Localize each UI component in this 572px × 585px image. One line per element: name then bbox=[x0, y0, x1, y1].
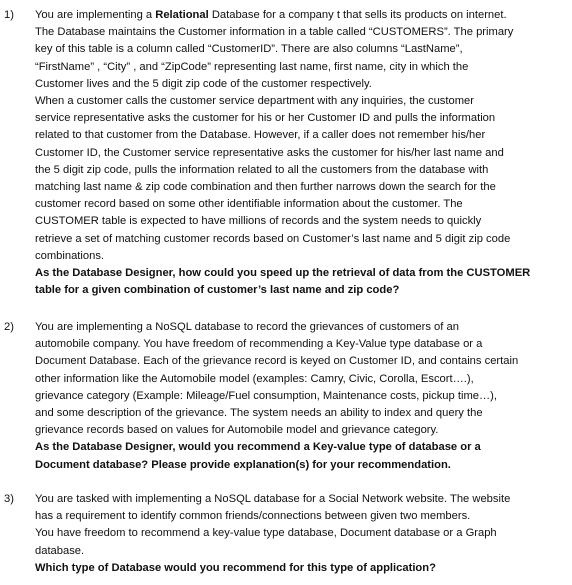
text-line bbox=[35, 213, 565, 230]
text-segment: You have freedom to recommend a key-value type database, Document database or a Graph bbox=[35, 527, 497, 540]
question-number: 1) bbox=[4, 9, 14, 21]
text-line bbox=[35, 282, 565, 299]
text-line bbox=[35, 353, 565, 370]
text-segment: grievance records based on values for Automobile model and grievance category. bbox=[35, 424, 439, 437]
text-segment: Document Database. Each of the grievance record is keyed on Customer ID, and contains certain bbox=[35, 355, 519, 368]
text-line bbox=[35, 405, 565, 422]
text-segment: Customer ID, the Customer service representative asks the customer for his/her last name and bbox=[35, 146, 504, 159]
text-line bbox=[35, 41, 565, 58]
text-line bbox=[35, 371, 565, 388]
text-segment: key of this table is a column called “CustomerID”. There are also columns “LastName”, bbox=[35, 43, 463, 56]
text-line bbox=[35, 7, 565, 24]
text-line bbox=[35, 422, 565, 439]
text-segment: You are tasked with implementing a NoSQL database for a Social Network website. The website bbox=[35, 493, 511, 505]
question-number: 2) bbox=[4, 321, 14, 333]
question-number: 3) bbox=[4, 493, 14, 505]
text-line bbox=[35, 265, 565, 282]
text-segment: CUSTOMER table is expected to have millions of records and the system needs to quickly bbox=[35, 215, 482, 228]
text-segment: retrieve a set of matching customer records based on Customer’s last name and 5 digit zip code bbox=[35, 232, 511, 245]
text-line bbox=[35, 508, 565, 525]
text-segment: customer record based on some other identifiable information about the customer. The bbox=[35, 198, 463, 211]
text-segment: Customer lives and the 5 digit zip code of the customer respectively. bbox=[35, 77, 372, 90]
bold-text: Relational bbox=[155, 9, 209, 21]
question-text bbox=[35, 491, 565, 577]
text-line bbox=[35, 196, 565, 213]
text-segment: You are implementing a NoSQL database to record the grievances of customers of an bbox=[35, 321, 459, 333]
text-segment: other information like the Automobile model (examples: Camry, Civic, Corolla, Escort….), bbox=[35, 372, 474, 385]
text-line bbox=[35, 93, 565, 110]
question-text bbox=[35, 319, 565, 474]
text-line bbox=[35, 543, 565, 560]
bold-text: As the Database Designer, how could you speed up the retrieval of data from the CUSTOMER bbox=[35, 267, 531, 280]
text-line bbox=[35, 145, 565, 162]
text-segment: “FirstName” , “City” , and “ZipCode” representing last name, first name, city in which the bbox=[35, 60, 469, 73]
text-line bbox=[35, 24, 565, 41]
bold-text: As the Database Designer, would you recommend a Key-value type of database or a bbox=[35, 441, 481, 454]
text-segment: and some description of the grievance. The system needs an ability to index and query the bbox=[35, 407, 483, 420]
text-line bbox=[35, 179, 565, 196]
text-segment: The Database maintains the Customer information in a table called “CUSTOMERS”. The primary bbox=[35, 26, 514, 39]
bold-text: Document database? Please provide explanation(s) for your recommendation. bbox=[35, 458, 451, 471]
text-line bbox=[35, 525, 565, 542]
text-line bbox=[35, 336, 565, 353]
text-segment: When a customer calls the customer service department with any inquiries, the customer bbox=[35, 95, 474, 108]
text-segment: service representative asks the customer for his or her Customer ID and pulls the information bbox=[35, 112, 496, 125]
text-segment: Database for a company t that sells its products on internet. bbox=[208, 9, 507, 21]
bold-text: table for a given combination of customer’s last name and zip code? bbox=[35, 284, 400, 297]
text-line bbox=[35, 127, 565, 144]
text-line bbox=[35, 162, 565, 179]
text-line bbox=[35, 388, 565, 405]
text-segment: database. bbox=[35, 544, 85, 557]
text-line bbox=[35, 59, 565, 76]
text-line bbox=[35, 76, 565, 93]
bold-text: Which type of Database would you recommend for this type of application? bbox=[35, 561, 436, 574]
text-segment: has a requirement to identify common friends/connections between given two members. bbox=[35, 510, 471, 523]
question-2 bbox=[0, 319, 572, 474]
question-3 bbox=[0, 491, 572, 577]
question-text bbox=[35, 7, 565, 299]
text-line bbox=[35, 319, 565, 336]
text-segment: matching last name & zip code combination and then further narrows down the search for the bbox=[35, 181, 496, 194]
question-1 bbox=[0, 7, 572, 299]
text-segment: automobile company. You have freedom of recommending a Key-Value type database or a bbox=[35, 338, 483, 351]
text-segment: the 5 digit zip code, pulls the information related to all the customers from the database with bbox=[35, 163, 489, 176]
text-segment: grievance category (Example: Mileage/Fuel consumption, Maintenance costs, pickup time…), bbox=[35, 389, 498, 402]
text-segment: related to that customer from the Database. However, if a caller does not remember his/her bbox=[35, 129, 486, 142]
text-segment: combinations. bbox=[35, 249, 105, 262]
text-segment: You are implementing a bbox=[35, 9, 156, 21]
text-line bbox=[35, 491, 565, 508]
text-line bbox=[35, 457, 565, 474]
text-line bbox=[35, 231, 565, 248]
text-line bbox=[35, 248, 565, 265]
text-line bbox=[35, 560, 565, 577]
text-line bbox=[35, 439, 565, 456]
text-line bbox=[35, 110, 565, 127]
